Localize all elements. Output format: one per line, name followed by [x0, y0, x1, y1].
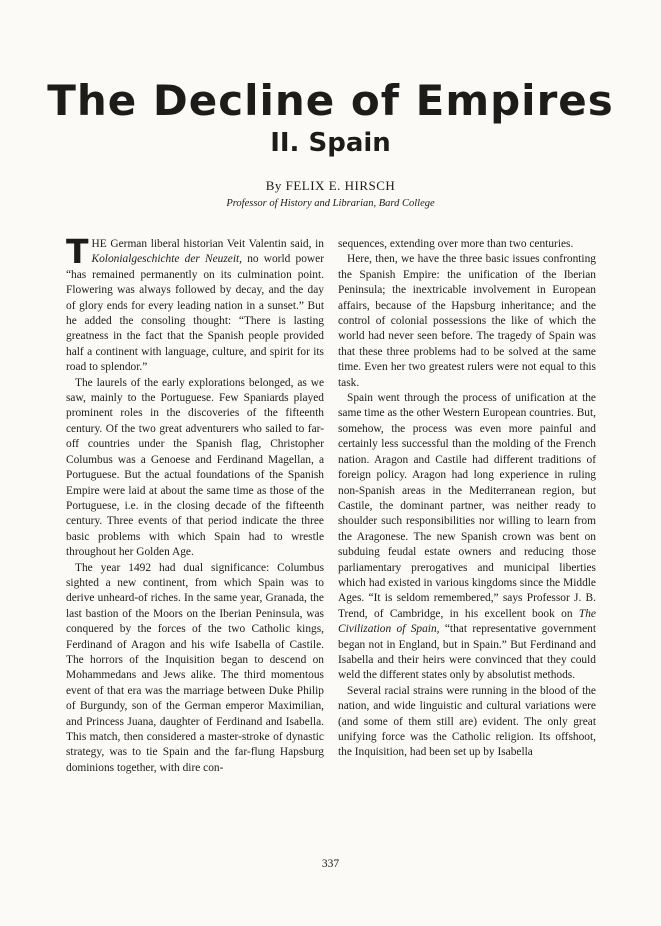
article-title: The Decline of Empires [47, 76, 614, 125]
paragraph-text: HE German liberal historian Veit Valentin said, in [91, 238, 324, 250]
paragraph: sequences, extending over more than two centuries. [338, 238, 574, 250]
paragraph: The laurels of the early explorations belonged, as we saw, mainly to the Portuguese. Few Spaniards played prominent roles in the discoveries of the fifteenth century. Of the two great adventurers who sailed to far-off countries under the Spanish flag, Christopher Columbus was a Genoese and Ferdinand Magellan, a Portuguese. But the actual foundations of the Spanish Empire were laid at about the same time as those of the Portuguese, i.e. in the closing decade of the fifteenth century. Three events of that period indicate the three basic problems with which Spain had to wrestle throughout her Golden Age. [66, 376, 324, 559]
paragraph-text: Spain went through the process of unification at the same time as the other Western European countries. But, somehow, the process was even more painful and certainly less successful than the molding of the French nation. Aragon and Castile had different traditions of foreign policy. Aragon had long experience in ruling non-Spanish areas in the Mediterranean region, but Castile, the dominant partner, was neither ready to shoulder such responsibilities nor willing to learn from the Aragonese. The new Spanish crown was bent on subduing feudal estate owners and reducing those parliamentary prerogatives and municipal liberties which had existed in various kingdoms since the Middle Ages. “It is seldom remembered,” says Professor J. B. Trend, of Cambridge, in his excellent book on [338, 392, 596, 620]
right-column [338, 237, 596, 761]
paragraph: The year 1492 had dual significance: Columbus sighted a new continent, from which Spain was to derive unheard-of riches. In the same year, Granada, the last bastion of the Moors on the Iberian Peninsula, was conquered by the forces of the two Catholic kings, Ferdinand of Aragon and his wife Isabella of Castile. The horrors of the Inquisition began to descend on Mohammedans and Jews alike. The third momentous event of that era was the marriage between Duke Philip of Burgundy, son of the German emperor Maximilian, and Princess Juana, daughter of Ferdinand and Isabella. This match, then considered a master-stroke of dynastic strategy, was to tie Spain and the far-flung Hapsburg dominions together, with dire con- [66, 561, 324, 774]
author-byline: By FELIX E. HIRSCH [265, 178, 396, 193]
page-number: 337 [321, 858, 340, 870]
paragraph [66, 232, 324, 376]
paragraph: Here, then, we have the three basic issues confronting the Spanish Empire: the unification of the Iberian Peninsula; the inextricable involvement in European affairs, because of the Hapsburg inheritance; and the control of colonial possessions the like of which the world had never seen before. The tragedy of Spain was that these three problems had to be solved at the same time. Even her two greatest rulers were not equal to this task. [338, 253, 596, 389]
book-title: Kolonialgeschichte der Neuzeit, [91, 253, 243, 266]
drop-cap: T [66, 232, 89, 271]
author-affiliation: Professor of History and Librarian, Bard College [226, 198, 435, 209]
paragraph-text: no world power “has remained permanently on its culmination point. Flowering was always followed by decay, and the day of glory ends for every leading nation in a sunset.” But he added the consoling thought: “There is lasting greatness in the fact that the Spanish people provided half a continent with language, culture, and spirit for its road to splendor.” [66, 253, 324, 374]
paragraph-text: “that representative government began not in England, but in Spain.” But Ferdinand and Isabella and their heirs were convinced that they could weld the different states only by absolutist methods. [338, 623, 596, 682]
book-title: The Civilization of Spain, [338, 607, 596, 636]
article-subtitle: II. Spain [270, 128, 391, 158]
left-column [66, 232, 324, 776]
paragraph: Several racial strains were running in the blood of the nation, and wide linguistic and cultural variations were (and some of them still are) evident. The only great unifying force was the Catholic religion. Its offshoot, the Inquisition, had been set up by Isabella [338, 684, 596, 759]
paragraph [338, 391, 596, 684]
